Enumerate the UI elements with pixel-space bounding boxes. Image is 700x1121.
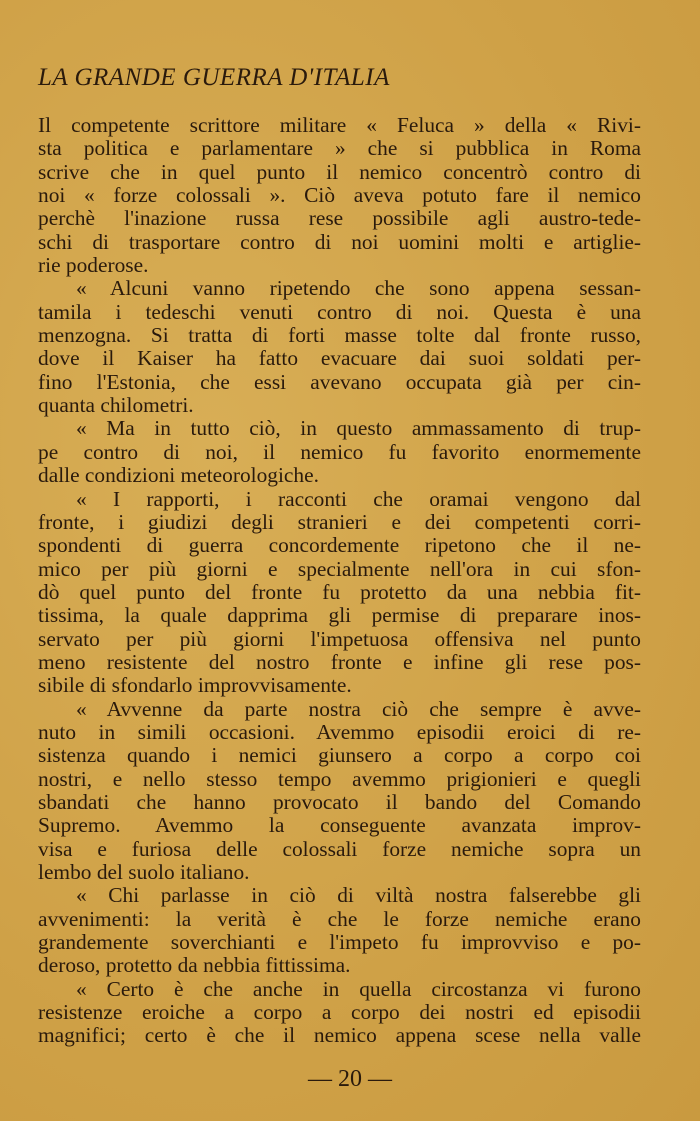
text-line: tissima, la quale dapprima gli permise di preparare inos- <box>38 603 641 628</box>
text-line: grandemente soverchianti e l'impeto fu improvviso e po- <box>38 930 641 955</box>
text-line: avvenimenti: la verità è che le forze nemiche erano <box>38 906 641 931</box>
text-line: sbandati che hanno provocato il bando del Comando <box>38 789 641 814</box>
text-line: tamila i tedeschi venuti contro di noi. Questa è una <box>38 299 641 324</box>
text-line: fronte, i giudizi degli stranieri e dei competenti corri- <box>38 509 641 534</box>
text-line: « Alcuni vanno ripetendo che sono appena sessan- <box>76 276 641 301</box>
text-line: nuto in simili occasioni. Avemmo episodii eroici di re- <box>38 719 641 744</box>
text-line: lembo del suolo italiano. <box>38 860 250 884</box>
text-line: dove il Kaiser ha fatto evacuare dai suoi soldati per- <box>38 346 641 371</box>
text-line: Il competente scrittore militare « Feluca » della « Rivi- <box>38 113 641 137</box>
text-line: spondenti di guerra concordemente ripetono che il ne- <box>38 533 641 558</box>
text-line: sistenza quando i nemici giunsero a corpo a corpo coi <box>38 743 641 768</box>
text-line: mico per più giorni e specialmente nell'ora in cui sfon- <box>38 556 641 581</box>
text-line: magnifici; certo è che il nemico appena scese nella valle <box>38 1023 641 1048</box>
text-line: menzogna. Si tratta di forti masse tolte dal fronte russo, <box>38 323 641 348</box>
text-line: dalle condizioni meteorologiche. <box>38 463 319 488</box>
text-line: noi « forze colossali ». Ciò aveva potuto fare il nemico <box>38 183 641 208</box>
text-line: « Avvenne da parte nostra ciò che sempre è avve- <box>76 696 641 721</box>
text-line: scrive che in quel punto il nemico concentrò contro di <box>38 159 641 184</box>
text-line: visa e furiosa delle colossali forze nemiche sopra un <box>38 836 641 861</box>
text-line: quanta chilometri. <box>38 393 194 418</box>
text-line: schi di trasportare contro di noi uomini molti e artiglie- <box>38 229 641 254</box>
running-head: LA GRANDE GUERRA D'ITALIA <box>38 64 390 91</box>
text-line: « Chi parlasse in ciò di viltà nostra falserebbe gli <box>76 883 641 908</box>
text-line: « Certo è che anche in quella circostanza vi furono <box>76 976 641 1001</box>
text-line: dò quel punto del fronte fu protetto da una nebbia fit- <box>38 579 641 604</box>
text-line: sta politica e parlamentare » che si pubblica in Roma <box>38 136 641 161</box>
text-line: deroso, protetto da nebbia fittissima. <box>38 953 351 978</box>
text-line: perchè l'inazione russa rese possibile agli austro-tede- <box>38 206 641 231</box>
body-text <box>38 114 641 1048</box>
text-line: « Ma in tutto ciò, in questo ammassamento di trup- <box>76 416 641 441</box>
text-line: resistenze eroiche a corpo a corpo dei nostri ed episodii <box>38 1000 641 1025</box>
text-line: servato per più giorni l'impetuosa offensiva nel punto <box>38 626 641 651</box>
text-line: meno resistente del nostro fronte e infine gli rese pos- <box>38 649 641 674</box>
page-number: — 20 — <box>308 1066 392 1092</box>
text-line: pe contro di noi, il nemico fu favorito enormemente <box>38 439 641 464</box>
text-line: fino l'Estonia, che essi avevano occupata già per cin- <box>38 369 641 394</box>
text-line: Supremo. Avemmo la conseguente avanzata improv- <box>38 813 641 838</box>
text-line: « I rapporti, i racconti che oramai vengono dal <box>76 486 641 511</box>
text-line: rie poderose. <box>38 253 149 278</box>
text-line: sibile di sfondarlo improvvisamente. <box>38 673 352 698</box>
text-line: nostri, e nello stesso tempo avemmo prigionieri e quegli <box>38 766 641 791</box>
